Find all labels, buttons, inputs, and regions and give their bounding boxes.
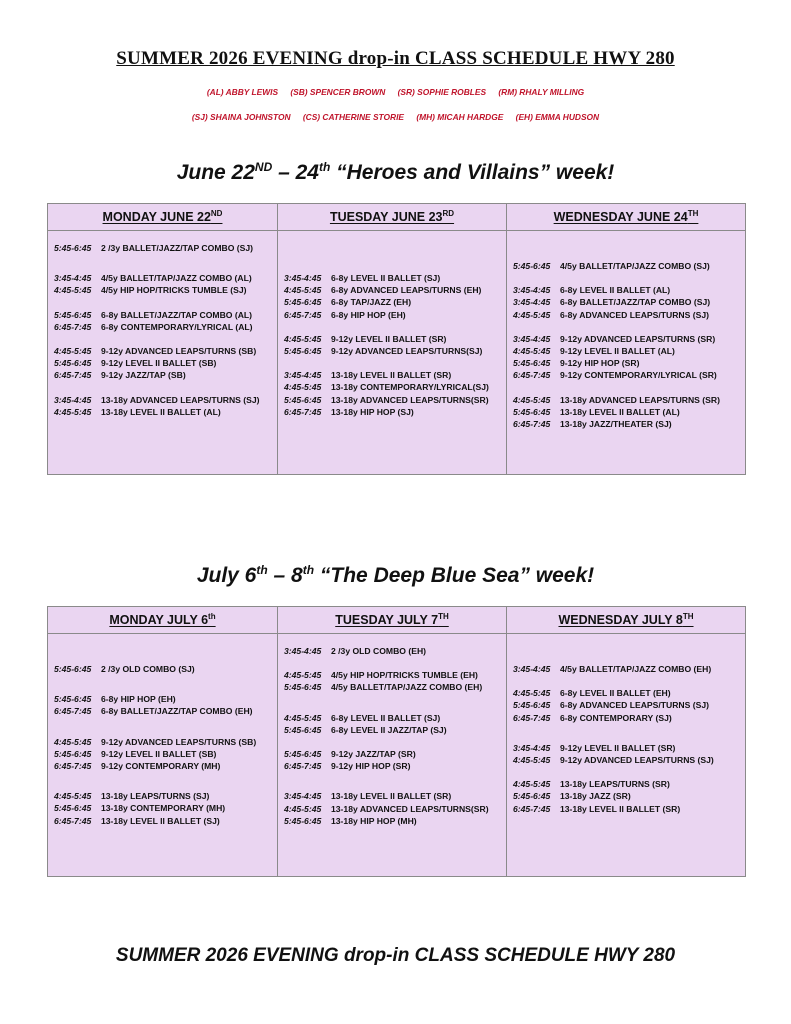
- class-time: 6:45-7:45: [284, 406, 322, 417]
- class-description: 2 /3y OLD COMBO (EH): [331, 646, 427, 656]
- class-description: 6-8y LEVEL II BALLET (AL): [560, 285, 671, 296]
- class-time: 5:45-6:45: [54, 803, 92, 814]
- class-entry: [54, 705, 271, 717]
- class-entry: [513, 699, 739, 711]
- class-description: 6-8y ADVANCED LEAPS/TURNS (SJ): [560, 309, 709, 320]
- class-time: 6:45-7:45: [54, 370, 92, 381]
- class-entry: [513, 663, 739, 675]
- class-entry: [284, 724, 500, 736]
- teacher-entry: (SJ) SHAINA JOHNSTON: [191, 112, 291, 122]
- class-time: 3:45-4:45: [513, 664, 551, 674]
- teacher-entry: (CS) CATHERINE STORIE: [302, 112, 404, 122]
- footer-title: SUMMER 2026 EVENING drop-in CLASS SCHEDULE HWY 280: [115, 945, 676, 966]
- class-description: 6-8y ADVANCED LEAPS/TURNS (EH): [331, 285, 482, 296]
- class-description: 6-8y CONTEMPORARY/LYRICAL (AL): [101, 321, 253, 332]
- class-entry: [284, 669, 500, 681]
- class-entry: [54, 394, 271, 406]
- class-entry: [284, 394, 500, 406]
- class-description: 9-12y JAZZ/TAP (SR): [331, 749, 416, 760]
- class-entry: [513, 406, 739, 418]
- class-description: 9-12y ADVANCED LEAPS/TURNS(SJ): [331, 346, 483, 357]
- class-description: 6-8y HIP HOP (EH): [331, 309, 406, 320]
- class-entry: [513, 778, 739, 790]
- class-description: 6-8y TAP/JAZZ (EH): [331, 297, 412, 308]
- day-header-wednesday: WEDNESDAY JUNE 24TH: [507, 204, 746, 231]
- day-header-tuesday: TUESDAY JULY 7TH: [278, 607, 507, 634]
- row-spacer: [54, 645, 271, 663]
- row-spacer: [513, 272, 739, 284]
- day-header-monday: MONDAY JUNE 22ND: [48, 204, 278, 231]
- class-description: 6-8y LEVEL II BALLET (SJ): [331, 712, 441, 723]
- class-time: 5:45-6:45: [284, 682, 322, 693]
- row-spacer: [284, 260, 500, 272]
- class-description: 9-12y ADVANCED LEAPS/TURNS (SR): [560, 333, 716, 344]
- class-time: 4:45-5:45: [284, 285, 322, 296]
- row-spacer: [513, 382, 739, 394]
- day-header-wednesday: WEDNESDAY JULY 8TH: [507, 607, 746, 634]
- class-entry: [284, 712, 500, 724]
- class-time: 5:45-6:45: [513, 700, 551, 711]
- class-entry: [513, 296, 739, 308]
- class-time: 3:45-4:45: [513, 285, 551, 296]
- class-entry: [54, 369, 271, 381]
- class-description: 13-18y LEVEL II BALLET (AL): [101, 406, 221, 417]
- class-description: 9-12y JAZZ/TAP (SB): [101, 370, 186, 381]
- class-time: 4:45-5:45: [284, 333, 322, 344]
- class-time: 5:45-6:45: [284, 815, 322, 826]
- class-entry: [284, 309, 500, 321]
- class-time: 5:45-6:45: [284, 346, 322, 357]
- teacher-legend-row-1: [0, 87, 791, 97]
- class-description: 9-12y LEVEL II BALLET (SR): [331, 333, 447, 344]
- day-header-tuesday: TUESDAY JUNE 23RD: [278, 204, 507, 231]
- day-cell-monday: [48, 231, 278, 475]
- class-entry: [54, 736, 271, 748]
- class-description: 6-8y LEVEL II JAZZ/TAP (SJ): [331, 724, 447, 735]
- week-1-heading: June 22ND – 24th “Heroes and Villains” week!: [176, 160, 615, 184]
- class-entry: [284, 284, 500, 296]
- class-entry: [54, 272, 271, 284]
- row-spacer: [513, 242, 739, 260]
- class-time: 6:45-7:45: [513, 803, 551, 814]
- class-entry: [284, 406, 500, 418]
- class-entry: [54, 321, 271, 333]
- class-time: 4:45-5:45: [54, 285, 92, 296]
- class-description: 4/5y HIP HOP/TRICKS TUMBLE (SJ): [101, 285, 247, 296]
- row-spacer: [513, 766, 739, 778]
- class-entry: [284, 681, 500, 693]
- day-cell-monday: [48, 634, 278, 877]
- class-time: 5:45-6:45: [513, 358, 551, 369]
- class-time: 3:45-4:45: [54, 394, 92, 405]
- class-time: 5:45-6:45: [54, 664, 92, 674]
- class-entry: [513, 754, 739, 766]
- class-time: 5:45-6:45: [513, 261, 551, 271]
- class-time: 4:45-5:45: [284, 803, 322, 814]
- row-spacer: [284, 694, 500, 712]
- class-description: 2 /3y BALLET/JAZZ/TAP COMBO (SJ): [101, 243, 253, 253]
- row-spacer: [513, 645, 739, 663]
- class-entry: [513, 394, 739, 406]
- class-entry: [284, 333, 500, 345]
- class-description: 6-8y BALLET/JAZZ/TAP COMBO (EH): [101, 706, 253, 717]
- class-entry: [513, 687, 739, 699]
- class-description: 4/5y HIP HOP/TRICKS TUMBLE (EH): [331, 670, 478, 681]
- class-entry: [513, 418, 739, 430]
- class-time: 6:45-7:45: [54, 706, 92, 717]
- class-description: 9-12y ADVANCED LEAPS/TURNS (SB): [101, 346, 257, 357]
- class-entry: [54, 345, 271, 357]
- class-time: 4:45-5:45: [513, 755, 551, 766]
- class-entry: [513, 309, 739, 321]
- teacher-entry: (AL) ABBY LEWIS: [206, 87, 279, 97]
- class-entry: [284, 790, 500, 802]
- class-time: 3:45-4:45: [513, 333, 551, 344]
- class-description: 6-8y LEVEL II BALLET (EH): [560, 688, 671, 699]
- class-description: 9-12y ADVANCED LEAPS/TURNS (SJ): [560, 755, 714, 766]
- class-time: 5:45-6:45: [513, 791, 551, 802]
- class-entry: [54, 760, 271, 772]
- class-description: 9-12y LEVEL II BALLET (SB): [101, 748, 217, 759]
- class-entry: [513, 803, 739, 815]
- class-entry: [54, 802, 271, 814]
- class-description: 9-12y HIP HOP (SR): [331, 761, 411, 772]
- class-time: 5:45-6:45: [284, 749, 322, 760]
- class-time: 4:45-5:45: [54, 791, 92, 802]
- class-entry: [513, 712, 739, 724]
- teacher-entry: (SB) SPENCER BROWN: [290, 87, 386, 97]
- day-header-monday: MONDAY JULY 6th: [48, 607, 278, 634]
- class-description: 13-18y LEVEL II BALLET (AL): [560, 406, 680, 417]
- day-cell-tuesday: [278, 231, 507, 475]
- class-time: 6:45-7:45: [54, 815, 92, 826]
- class-time: 3:45-4:45: [284, 646, 322, 656]
- class-time: 3:45-4:45: [284, 370, 322, 381]
- class-time: 6:45-7:45: [54, 321, 92, 332]
- class-description: 2 /3y OLD COMBO (SJ): [101, 664, 195, 674]
- row-spacer: [513, 724, 739, 742]
- class-description: 6-8y BALLET/JAZZ/TAP COMBO (AL): [101, 309, 253, 320]
- class-entry: [54, 284, 271, 296]
- class-time: 3:45-4:45: [284, 273, 322, 283]
- class-entry: [54, 242, 271, 254]
- class-time: 4:45-5:45: [513, 394, 551, 405]
- class-entry: [284, 645, 500, 657]
- class-entry: [513, 345, 739, 357]
- class-entry: [284, 345, 500, 357]
- class-description: 13-18y ADVANCED LEAPS/TURNS (SJ): [101, 394, 260, 405]
- class-description: 9-12y LEVEL II BALLET (SR): [560, 742, 676, 753]
- class-description: 6-8y ADVANCED LEAPS/TURNS (SJ): [560, 700, 709, 711]
- row-spacer: [284, 736, 500, 748]
- day-cell-wednesday: [507, 634, 746, 877]
- class-time: 5:45-6:45: [284, 394, 322, 405]
- class-entry: [54, 693, 271, 705]
- class-time: 6:45-7:45: [284, 761, 322, 772]
- class-time: 3:45-4:45: [513, 742, 551, 753]
- class-time: 5:45-6:45: [54, 309, 92, 320]
- class-entry: [284, 381, 500, 393]
- class-entry: [54, 663, 271, 675]
- week-2-schedule-table: [47, 606, 746, 877]
- class-entry: [284, 369, 500, 381]
- class-time: 6:45-7:45: [513, 712, 551, 723]
- teacher-entry: (MH) MICAH HARDGE: [416, 112, 504, 122]
- class-description: 13-18y ADVANCED LEAPS/TURNS(SR): [331, 394, 489, 405]
- class-time: 4:45-5:45: [513, 779, 551, 790]
- class-time: 4:45-5:45: [284, 670, 322, 681]
- class-entry: [284, 296, 500, 308]
- class-time: 4:45-5:45: [284, 712, 322, 723]
- class-description: 13-18y LEVEL II BALLET (SR): [331, 370, 452, 381]
- class-description: 13-18y ADVANCED LEAPS/TURNS(SR): [331, 803, 489, 814]
- row-spacer: [284, 242, 500, 260]
- teacher-entry: (RM) RHALY MILLING: [498, 87, 585, 97]
- class-description: 13-18y LEAPS/TURNS (SJ): [101, 791, 210, 802]
- class-description: 4/5y BALLET/TAP/JAZZ COMBO (EH): [331, 682, 483, 693]
- class-time: 4:45-5:45: [54, 346, 92, 357]
- class-entry: [54, 406, 271, 418]
- class-time: 6:45-7:45: [513, 370, 551, 381]
- page-title: SUMMER 2026 EVENING drop-in CLASS SCHEDULE HWY 280: [116, 48, 675, 69]
- class-description: 13-18y CONTEMPORARY (MH): [101, 803, 226, 814]
- class-time: 4:45-5:45: [513, 309, 551, 320]
- teacher-entry: (SR) SOPHIE ROBLES: [397, 87, 487, 97]
- class-entry: [54, 748, 271, 760]
- class-entry: [513, 357, 739, 369]
- row-spacer: [54, 297, 271, 309]
- class-description: 9-12y CONTEMPORARY/LYRICAL (SR): [560, 370, 717, 381]
- row-spacer: [54, 675, 271, 693]
- class-entry: [513, 260, 739, 272]
- class-time: 5:45-6:45: [284, 724, 322, 735]
- class-description: 6-8y CONTEMPORARY (SJ): [560, 712, 672, 723]
- class-entry: [513, 790, 739, 802]
- class-entry: [284, 748, 500, 760]
- class-description: 6-8y HIP HOP (EH): [101, 694, 176, 705]
- class-description: 9-12y HIP HOP (SR): [560, 358, 640, 369]
- class-description: 9-12y CONTEMPORARY (MH): [101, 761, 221, 772]
- class-entry: [513, 742, 739, 754]
- week-2-heading: July 6th – 8th “The Deep Blue Sea” week!: [196, 563, 595, 587]
- class-description: 13-18y LEVEL II BALLET (SR): [560, 803, 681, 814]
- row-spacer: [513, 675, 739, 687]
- class-description: 4/5y BALLET/TAP/JAZZ COMBO (AL): [101, 273, 252, 284]
- class-time: 5:45-6:45: [54, 748, 92, 759]
- class-description: 4/5y BALLET/TAP/JAZZ COMBO (EH): [560, 664, 712, 674]
- class-time: 5:45-6:45: [513, 406, 551, 417]
- class-description: 13-18y HIP HOP (SJ): [331, 406, 414, 417]
- class-description: 9-12y ADVANCED LEAPS/TURNS (SB): [101, 736, 257, 747]
- class-entry: [54, 790, 271, 802]
- row-spacer: [54, 333, 271, 345]
- class-time: 4:45-5:45: [54, 406, 92, 417]
- class-entry: [513, 333, 739, 345]
- class-description: 13-18y LEVEL II BALLET (SR): [331, 791, 452, 802]
- class-description: 13-18y CONTEMPORARY/LYRICAL(SJ): [331, 382, 489, 393]
- class-time: 4:45-5:45: [284, 382, 322, 393]
- row-spacer: [513, 321, 739, 333]
- week-1-schedule-table: [47, 203, 746, 475]
- class-time: 4:45-5:45: [513, 688, 551, 699]
- class-time: 3:45-4:45: [54, 273, 92, 284]
- class-time: 4:45-5:45: [54, 736, 92, 747]
- class-entry: [513, 369, 739, 381]
- class-time: 3:45-4:45: [513, 297, 551, 308]
- row-spacer: [54, 254, 271, 272]
- class-time: 5:45-6:45: [54, 243, 92, 253]
- class-entry: [54, 309, 271, 321]
- class-description: 13-18y JAZZ (SR): [560, 791, 631, 802]
- class-time: 4:45-5:45: [513, 346, 551, 357]
- class-description: 13-18y ADVANCED LEAPS/TURNS (SR): [560, 394, 720, 405]
- class-description: 9-12y LEVEL II BALLET (AL): [560, 346, 675, 357]
- class-description: 6-8y LEVEL II BALLET (SJ): [331, 273, 441, 283]
- class-description: 13-18y JAZZ/THEATER (SJ): [560, 419, 672, 430]
- class-description: 9-12y LEVEL II BALLET (SB): [101, 358, 217, 369]
- row-spacer: [284, 657, 500, 669]
- class-description: 6-8y BALLET/JAZZ/TAP COMBO (SJ): [560, 297, 711, 308]
- class-time: 5:45-6:45: [54, 694, 92, 705]
- class-time: 5:45-6:45: [284, 297, 322, 308]
- class-entry: [54, 815, 271, 827]
- class-description: 4/5y BALLET/TAP/JAZZ COMBO (SJ): [560, 261, 710, 271]
- row-spacer: [54, 772, 271, 790]
- class-description: 13-18y LEVEL II BALLET (SJ): [101, 815, 220, 826]
- class-time: 6:45-7:45: [284, 309, 322, 320]
- class-time: 5:45-6:45: [54, 358, 92, 369]
- day-cell-wednesday: [507, 231, 746, 475]
- class-entry: [284, 803, 500, 815]
- class-description: 13-18y HIP HOP (MH): [331, 815, 417, 826]
- class-time: 6:45-7:45: [54, 761, 92, 772]
- class-entry: [284, 760, 500, 772]
- row-spacer: [284, 321, 500, 333]
- teacher-legend-row-2: [0, 112, 791, 122]
- class-entry: [284, 272, 500, 284]
- day-cell-tuesday: [278, 634, 507, 877]
- row-spacer: [284, 772, 500, 790]
- class-entry: [284, 815, 500, 827]
- row-spacer: [54, 382, 271, 394]
- class-description: 13-18y LEAPS/TURNS (SR): [560, 779, 670, 790]
- class-entry: [54, 357, 271, 369]
- row-spacer: [284, 357, 500, 369]
- class-entry: [513, 284, 739, 296]
- class-time: 6:45-7:45: [513, 419, 551, 430]
- row-spacer: [54, 718, 271, 736]
- teacher-entry: (EH) EMMA HUDSON: [515, 112, 600, 122]
- class-time: 3:45-4:45: [284, 791, 322, 802]
